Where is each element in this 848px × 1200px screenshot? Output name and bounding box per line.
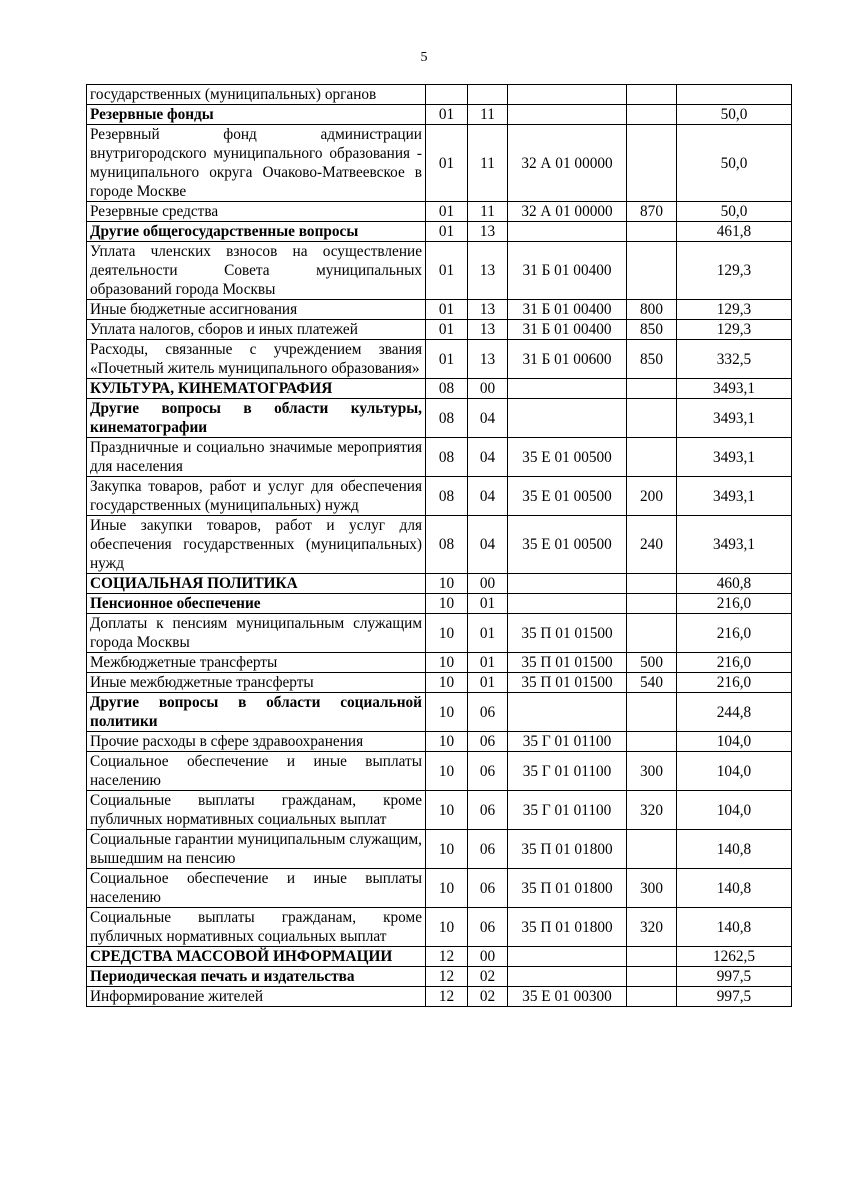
row-amount: 216,0 bbox=[677, 673, 792, 693]
table-row bbox=[87, 222, 792, 242]
table-row bbox=[87, 320, 792, 340]
row-amount: 3493,1 bbox=[677, 379, 792, 399]
row-target-code: 31 Б 01 00600 bbox=[508, 340, 627, 379]
row-amount: 129,3 bbox=[677, 242, 792, 300]
row-expense-type bbox=[627, 438, 677, 477]
table-row bbox=[87, 791, 792, 830]
row-expense-type: 320 bbox=[627, 908, 677, 947]
row-target-code bbox=[508, 379, 627, 399]
row-expense-type bbox=[627, 379, 677, 399]
row-expense-type: 500 bbox=[627, 653, 677, 673]
row-expense-type bbox=[627, 967, 677, 987]
row-target-code: 32 А 01 00000 bbox=[508, 125, 627, 202]
table-row bbox=[87, 574, 792, 594]
row-subsection: 13 bbox=[468, 320, 508, 340]
row-subsection: 06 bbox=[468, 908, 508, 947]
row-name: Закупка товаров, работ и услуг для обеспечения государственных (муниципальных) нужд bbox=[87, 477, 426, 516]
row-expense-type: 800 bbox=[627, 300, 677, 320]
row-target-code: 35 П 01 01500 bbox=[508, 614, 627, 653]
row-target-code bbox=[508, 594, 627, 614]
row-target-code bbox=[508, 105, 627, 125]
table-row bbox=[87, 653, 792, 673]
row-expense-type bbox=[627, 594, 677, 614]
row-section: 08 bbox=[426, 399, 468, 438]
row-section: 01 bbox=[426, 202, 468, 222]
row-amount: 997,5 bbox=[677, 967, 792, 987]
row-subsection: 00 bbox=[468, 947, 508, 967]
table-row bbox=[87, 947, 792, 967]
row-target-code bbox=[508, 399, 627, 438]
row-amount: 216,0 bbox=[677, 614, 792, 653]
row-expense-type bbox=[627, 85, 677, 105]
table-row bbox=[87, 477, 792, 516]
row-expense-type bbox=[627, 830, 677, 869]
row-target-code: 35 Е 01 00500 bbox=[508, 438, 627, 477]
row-name: Резервные фонды bbox=[87, 105, 426, 125]
row-target-code bbox=[508, 967, 627, 987]
table-row bbox=[87, 830, 792, 869]
row-amount: 3493,1 bbox=[677, 438, 792, 477]
row-section: 12 bbox=[426, 947, 468, 967]
row-subsection: 11 bbox=[468, 202, 508, 222]
table-row bbox=[87, 242, 792, 300]
row-expense-type: 850 bbox=[627, 320, 677, 340]
row-target-code: 31 Б 01 00400 bbox=[508, 242, 627, 300]
table-row bbox=[87, 340, 792, 379]
row-target-code: 35 П 01 01500 bbox=[508, 673, 627, 693]
row-amount: 244,8 bbox=[677, 693, 792, 732]
row-name: Социальное обеспечение и иные выплаты населению bbox=[87, 869, 426, 908]
row-target-code: 35 Г 01 01100 bbox=[508, 732, 627, 752]
row-expense-type: 200 bbox=[627, 477, 677, 516]
row-amount: 50,0 bbox=[677, 125, 792, 202]
row-subsection: 04 bbox=[468, 438, 508, 477]
row-subsection: 04 bbox=[468, 477, 508, 516]
row-expense-type: 300 bbox=[627, 869, 677, 908]
table-row bbox=[87, 85, 792, 105]
row-target-code: 35 П 01 01800 bbox=[508, 869, 627, 908]
row-expense-type bbox=[627, 242, 677, 300]
row-subsection: 13 bbox=[468, 340, 508, 379]
row-amount: 50,0 bbox=[677, 105, 792, 125]
row-amount: 104,0 bbox=[677, 752, 792, 791]
row-section: 10 bbox=[426, 653, 468, 673]
row-section: 01 bbox=[426, 300, 468, 320]
table-row bbox=[87, 300, 792, 320]
row-subsection: 02 bbox=[468, 967, 508, 987]
row-section: 10 bbox=[426, 791, 468, 830]
row-amount: 140,8 bbox=[677, 908, 792, 947]
row-target-code: 35 Е 01 00500 bbox=[508, 516, 627, 574]
row-target-code: 35 Г 01 01100 bbox=[508, 752, 627, 791]
row-section: 01 bbox=[426, 105, 468, 125]
row-amount: 332,5 bbox=[677, 340, 792, 379]
row-amount: 3493,1 bbox=[677, 477, 792, 516]
row-section: 08 bbox=[426, 438, 468, 477]
row-expense-type: 850 bbox=[627, 340, 677, 379]
table-row bbox=[87, 125, 792, 202]
row-amount: 1262,5 bbox=[677, 947, 792, 967]
row-expense-type bbox=[627, 947, 677, 967]
row-name: Праздничные и социально значимые мероприятия для населения bbox=[87, 438, 426, 477]
row-subsection: 04 bbox=[468, 516, 508, 574]
table-row bbox=[87, 516, 792, 574]
row-subsection: 01 bbox=[468, 673, 508, 693]
row-name: Расходы, связанные с учреждением звания «Почетный житель муниципального образования» bbox=[87, 340, 426, 379]
row-section: 12 bbox=[426, 967, 468, 987]
row-target-code: 35 Г 01 01100 bbox=[508, 791, 627, 830]
table-row bbox=[87, 105, 792, 125]
row-subsection: 06 bbox=[468, 693, 508, 732]
row-subsection: 00 bbox=[468, 574, 508, 594]
row-name: Уплата членских взносов на осуществление деятельности Совета муниципальных образований города Москвы bbox=[87, 242, 426, 300]
row-subsection: 00 bbox=[468, 379, 508, 399]
row-subsection: 06 bbox=[468, 791, 508, 830]
row-amount: 461,8 bbox=[677, 222, 792, 242]
row-amount: 104,0 bbox=[677, 732, 792, 752]
row-section: 01 bbox=[426, 320, 468, 340]
row-target-code bbox=[508, 947, 627, 967]
row-target-code bbox=[508, 85, 627, 105]
row-section: 10 bbox=[426, 908, 468, 947]
row-expense-type bbox=[627, 732, 677, 752]
row-name: Социальные гарантии муниципальным служащим, вышедшим на пенсию bbox=[87, 830, 426, 869]
row-name: Социальные выплаты гражданам, кроме публичных нормативных социальных выплат bbox=[87, 791, 426, 830]
row-expense-type bbox=[627, 693, 677, 732]
row-name: Прочие расходы в сфере здравоохранения bbox=[87, 732, 426, 752]
table-row bbox=[87, 379, 792, 399]
row-section: 10 bbox=[426, 732, 468, 752]
row-name: КУЛЬТУРА, КИНЕМАТОГРАФИЯ bbox=[87, 379, 426, 399]
row-amount: 3493,1 bbox=[677, 399, 792, 438]
row-amount: 216,0 bbox=[677, 594, 792, 614]
row-name: Другие общегосударственные вопросы bbox=[87, 222, 426, 242]
row-section: 10 bbox=[426, 693, 468, 732]
row-expense-type bbox=[627, 987, 677, 1007]
budget-table bbox=[86, 84, 792, 1007]
row-name: Иные закупки товаров, работ и услуг для обеспечения государственных (муниципальных) нужд bbox=[87, 516, 426, 574]
row-subsection: 06 bbox=[468, 869, 508, 908]
row-name: государственных (муниципальных) органов bbox=[87, 85, 426, 105]
row-amount: 460,8 bbox=[677, 574, 792, 594]
row-section: 10 bbox=[426, 614, 468, 653]
row-expense-type bbox=[627, 105, 677, 125]
row-name: Пенсионное обеспечение bbox=[87, 594, 426, 614]
row-section: 08 bbox=[426, 477, 468, 516]
row-name: Социальные выплаты гражданам, кроме публичных нормативных социальных выплат bbox=[87, 908, 426, 947]
row-name: Иные бюджетные ассигнования bbox=[87, 300, 426, 320]
row-amount: 216,0 bbox=[677, 653, 792, 673]
row-target-code: 31 Б 01 00400 bbox=[508, 300, 627, 320]
row-name: Социальное обеспечение и иные выплаты населению bbox=[87, 752, 426, 791]
row-amount: 3493,1 bbox=[677, 516, 792, 574]
row-target-code: 31 Б 01 00400 bbox=[508, 320, 627, 340]
row-name: Доплаты к пенсиям муниципальным служащим города Москвы bbox=[87, 614, 426, 653]
table-row bbox=[87, 673, 792, 693]
row-subsection: 02 bbox=[468, 987, 508, 1007]
row-subsection: 11 bbox=[468, 105, 508, 125]
row-subsection: 04 bbox=[468, 399, 508, 438]
row-name: Другие вопросы в области социальной политики bbox=[87, 693, 426, 732]
table-row bbox=[87, 438, 792, 477]
row-amount bbox=[677, 85, 792, 105]
row-target-code: 35 П 01 01800 bbox=[508, 908, 627, 947]
row-target-code bbox=[508, 693, 627, 732]
row-subsection: 13 bbox=[468, 242, 508, 300]
row-expense-type: 300 bbox=[627, 752, 677, 791]
table-row bbox=[87, 693, 792, 732]
row-amount: 129,3 bbox=[677, 300, 792, 320]
table-row bbox=[87, 987, 792, 1007]
table-row bbox=[87, 614, 792, 653]
row-subsection: 06 bbox=[468, 732, 508, 752]
row-section: 10 bbox=[426, 830, 468, 869]
row-name: Резервные средства bbox=[87, 202, 426, 222]
table-row bbox=[87, 869, 792, 908]
row-target-code bbox=[508, 574, 627, 594]
row-subsection bbox=[468, 85, 508, 105]
row-subsection: 13 bbox=[468, 222, 508, 242]
table-row bbox=[87, 594, 792, 614]
row-section: 10 bbox=[426, 869, 468, 908]
row-section: 12 bbox=[426, 987, 468, 1007]
row-name: Иные межбюджетные трансферты bbox=[87, 673, 426, 693]
table-row bbox=[87, 752, 792, 791]
row-section: 01 bbox=[426, 125, 468, 202]
row-section: 10 bbox=[426, 594, 468, 614]
row-amount: 50,0 bbox=[677, 202, 792, 222]
row-target-code: 35 Е 01 00500 bbox=[508, 477, 627, 516]
row-subsection: 13 bbox=[468, 300, 508, 320]
row-subsection: 01 bbox=[468, 614, 508, 653]
table-row bbox=[87, 908, 792, 947]
row-expense-type bbox=[627, 614, 677, 653]
row-subsection: 01 bbox=[468, 594, 508, 614]
row-expense-type: 320 bbox=[627, 791, 677, 830]
row-section: 01 bbox=[426, 222, 468, 242]
row-name: СРЕДСТВА МАССОВОЙ ИНФОРМАЦИИ bbox=[87, 947, 426, 967]
row-amount: 997,5 bbox=[677, 987, 792, 1007]
row-amount: 140,8 bbox=[677, 869, 792, 908]
row-name: Информирование жителей bbox=[87, 987, 426, 1007]
table-row bbox=[87, 202, 792, 222]
row-name: Периодическая печать и издательства bbox=[87, 967, 426, 987]
row-expense-type bbox=[627, 222, 677, 242]
row-amount: 129,3 bbox=[677, 320, 792, 340]
row-section: 10 bbox=[426, 574, 468, 594]
row-expense-type: 540 bbox=[627, 673, 677, 693]
row-subsection: 11 bbox=[468, 125, 508, 202]
row-target-code: 35 П 01 01800 bbox=[508, 830, 627, 869]
row-subsection: 06 bbox=[468, 752, 508, 791]
row-expense-type: 870 bbox=[627, 202, 677, 222]
table-row bbox=[87, 732, 792, 752]
row-expense-type: 240 bbox=[627, 516, 677, 574]
row-target-code: 32 А 01 00000 bbox=[508, 202, 627, 222]
row-target-code: 35 Е 01 00300 bbox=[508, 987, 627, 1007]
row-name: Резервный фонд администрации внутригородского муниципального образования - муниципального округа Очаково-Матвеевское в городе Москве bbox=[87, 125, 426, 202]
row-name: Межбюджетные трансферты bbox=[87, 653, 426, 673]
row-name: Другие вопросы в области культуры, кинематографии bbox=[87, 399, 426, 438]
row-target-code: 35 П 01 01500 bbox=[508, 653, 627, 673]
row-amount: 140,8 bbox=[677, 830, 792, 869]
row-subsection: 01 bbox=[468, 653, 508, 673]
row-expense-type bbox=[627, 125, 677, 202]
row-section: 10 bbox=[426, 752, 468, 791]
row-expense-type bbox=[627, 574, 677, 594]
row-section: 10 bbox=[426, 673, 468, 693]
page-number: 5 bbox=[420, 50, 428, 65]
row-name: СОЦИАЛЬНАЯ ПОЛИТИКА bbox=[87, 574, 426, 594]
row-subsection: 06 bbox=[468, 830, 508, 869]
row-expense-type bbox=[627, 399, 677, 438]
table-row bbox=[87, 967, 792, 987]
row-section: 08 bbox=[426, 516, 468, 574]
row-section: 08 bbox=[426, 379, 468, 399]
row-section bbox=[426, 85, 468, 105]
row-section: 01 bbox=[426, 242, 468, 300]
row-name: Уплата налогов, сборов и иных платежей bbox=[87, 320, 426, 340]
table-row bbox=[87, 399, 792, 438]
row-target-code bbox=[508, 222, 627, 242]
budget-table-body bbox=[87, 85, 792, 1007]
row-amount: 104,0 bbox=[677, 791, 792, 830]
row-section: 01 bbox=[426, 340, 468, 379]
